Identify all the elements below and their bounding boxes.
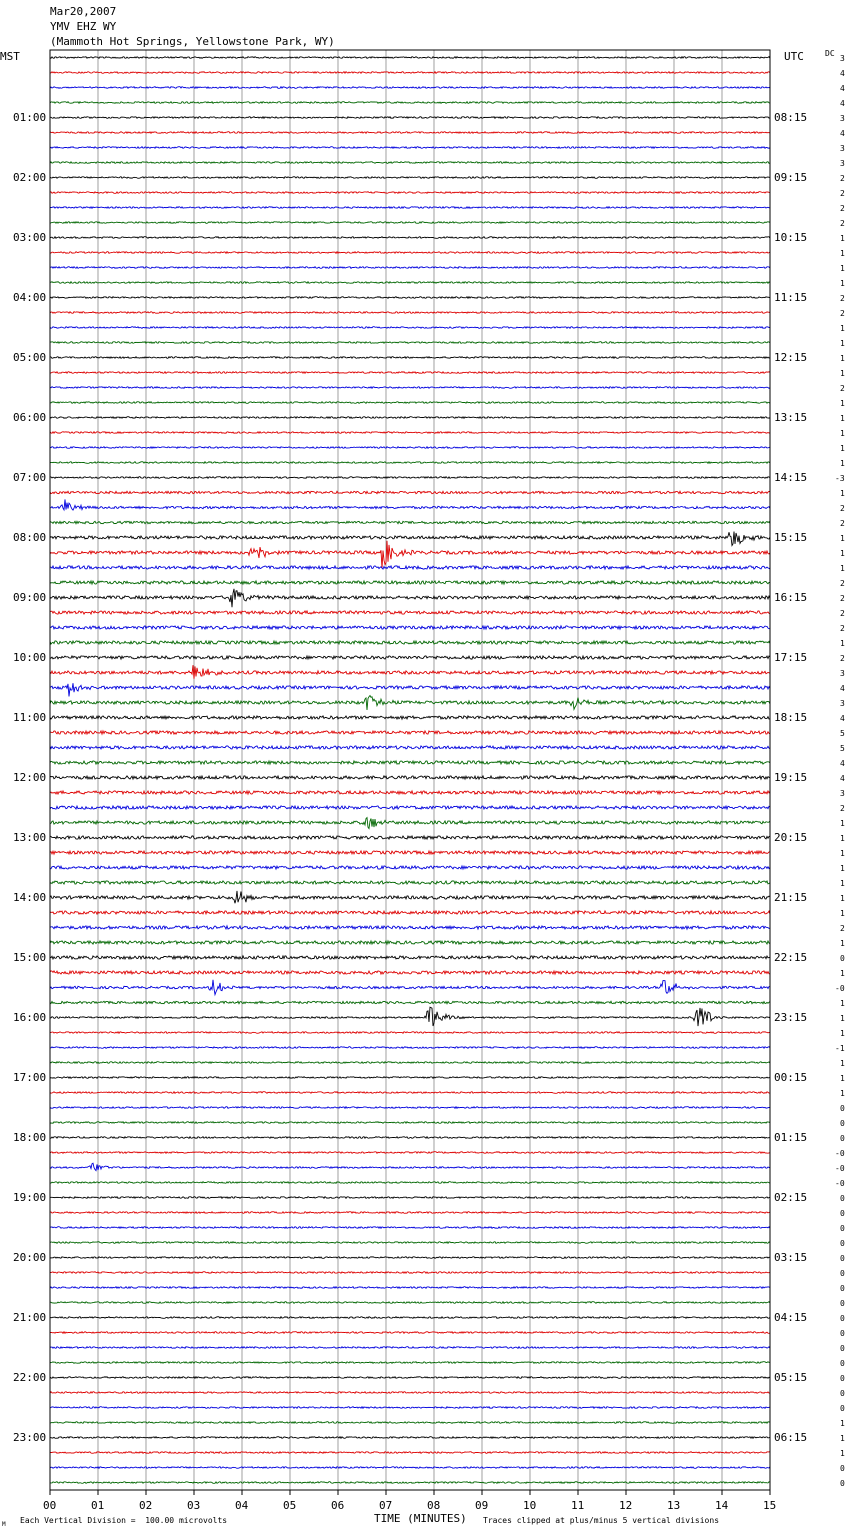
utc-hour-label: 12:15 [774, 350, 808, 364]
x-tick-label: 07 [379, 1499, 393, 1512]
dc-value: 0 [840, 1463, 845, 1473]
x-tick-label: 11 [571, 1499, 585, 1512]
seismic-trace [50, 1317, 770, 1319]
dc-value: 3 [840, 143, 845, 153]
seismic-trace [50, 1287, 770, 1289]
scale-note: Each Vertical Division = 100.00 microvolts [20, 1516, 228, 1525]
seismic-trace [50, 1437, 770, 1439]
mst-hour-label: 19:00 [13, 1190, 47, 1204]
seismic-trace [50, 1227, 770, 1229]
mst-hour-label: 04:00 [13, 290, 47, 304]
x-tick-label: 10 [523, 1499, 537, 1512]
seismic-trace [50, 911, 770, 914]
dc-value: 2 [840, 173, 845, 183]
seismic-trace [50, 1137, 770, 1139]
seismic-trace [50, 87, 770, 89]
mst-hour-label: 14:00 [13, 890, 47, 904]
dc-value: 4 [840, 683, 845, 693]
dc-value: 2 [840, 308, 845, 318]
dc-value: 1 [840, 863, 845, 873]
seismic-trace [50, 641, 770, 644]
seismic-trace [50, 222, 770, 224]
x-tick-label: 00 [43, 1499, 57, 1512]
utc-hour-label: 15:15 [774, 530, 808, 544]
dc-value: -0 [835, 1148, 845, 1158]
seismic-trace [50, 926, 770, 929]
seismic-trace [50, 282, 770, 284]
dc-value: 4 [840, 758, 845, 768]
seismic-trace [50, 132, 770, 134]
seismic-trace [50, 891, 770, 903]
mst-hour-label: 08:00 [13, 530, 47, 544]
seismic-trace [50, 297, 770, 299]
seismic-trace [50, 1077, 770, 1079]
x-tick-label: 04 [235, 1499, 249, 1512]
seismic-trace [50, 1107, 770, 1109]
dc-value: 5 [840, 743, 845, 753]
utc-hour-label: 14:15 [774, 470, 808, 484]
dc-value: 0 [840, 1223, 845, 1233]
dc-value: 2 [840, 203, 845, 213]
seismic-trace [50, 417, 770, 419]
seismic-trace [50, 1257, 770, 1259]
dc-value: 0 [840, 1268, 845, 1278]
x-tick-label: 08 [427, 1499, 441, 1512]
seismic-trace [50, 881, 770, 884]
mst-hour-label: 17:00 [13, 1070, 47, 1084]
dc-column-title: DC [825, 49, 835, 58]
seismic-trace [50, 1152, 770, 1154]
dc-value: 2 [840, 578, 845, 588]
seismic-trace [50, 147, 770, 149]
dc-value: 1 [840, 1058, 845, 1068]
seismic-trace [50, 72, 770, 74]
dc-value: 1 [840, 488, 845, 498]
seismic-trace [50, 956, 770, 959]
seismic-trace [50, 357, 770, 359]
utc-hour-label: 05:15 [774, 1370, 808, 1384]
mst-hour-label: 01:00 [13, 110, 47, 124]
seismic-trace [50, 57, 770, 59]
dc-value: 0 [840, 1208, 845, 1218]
seismic-traces [50, 57, 770, 1484]
seismic-trace [50, 541, 770, 569]
utc-hour-label: 13:15 [774, 410, 808, 424]
seismic-trace [50, 746, 770, 749]
dc-value: 0 [840, 1373, 845, 1383]
corner-mark: M [2, 1521, 6, 1528]
seismic-trace [50, 1122, 770, 1124]
utc-hour-label: 01:15 [774, 1130, 808, 1144]
dc-value: 2 [840, 503, 845, 513]
seismic-trace [50, 1362, 770, 1364]
dc-value: 4 [840, 773, 845, 783]
x-tick-label: 09 [475, 1499, 489, 1512]
dc-value: 1 [840, 428, 845, 438]
dc-value: 4 [840, 98, 845, 108]
dc-value: 1 [840, 998, 845, 1008]
dc-value: -3 [835, 473, 845, 483]
dc-value: 1 [840, 338, 845, 348]
seismic-trace [50, 776, 770, 779]
dc-value: 1 [840, 1028, 845, 1038]
seismic-trace [50, 1242, 770, 1244]
dc-value: 1 [840, 278, 845, 288]
seismic-trace [50, 432, 770, 434]
seismic-trace [50, 1302, 770, 1304]
mst-hour-label: 13:00 [13, 830, 47, 844]
utc-hour-label: 10:15 [774, 230, 808, 244]
seismic-trace [50, 237, 770, 239]
dc-value: 1 [840, 1418, 845, 1428]
seismic-trace [50, 327, 770, 329]
seismic-trace [50, 372, 770, 374]
seismic-trace [50, 971, 770, 974]
dc-value: 1 [840, 1088, 845, 1098]
dc-value: 2 [840, 803, 845, 813]
station-location: (Mammoth Hot Springs, Yellowstone Park, WY) [50, 35, 335, 48]
utc-hour-label: 21:15 [774, 890, 808, 904]
mst-hour-label: 22:00 [13, 1370, 47, 1384]
seismic-trace [50, 1212, 770, 1214]
seismic-trace [50, 1092, 770, 1094]
dc-value: 3 [840, 698, 845, 708]
mst-hour-label: 16:00 [13, 1010, 47, 1024]
dc-value: -1 [835, 1043, 845, 1053]
station-code: YMV EHZ WY [50, 20, 117, 33]
dc-value: 2 [840, 623, 845, 633]
seismic-trace [50, 851, 770, 854]
seismic-trace [50, 447, 770, 449]
dc-value: 1 [840, 848, 845, 858]
dc-value: 1 [840, 353, 845, 363]
seismic-trace [50, 611, 770, 614]
utc-hour-label: 20:15 [774, 830, 808, 844]
utc-hour-label: 17:15 [774, 650, 808, 664]
seismic-trace [50, 1272, 770, 1274]
dc-value: 3 [840, 668, 845, 678]
seismic-trace [50, 117, 770, 119]
dc-value: 4 [840, 83, 845, 93]
mst-hour-label: 20:00 [13, 1250, 47, 1264]
dc-value: 3 [840, 788, 845, 798]
plot-frame [50, 50, 770, 1490]
x-tick-label: 03 [187, 1499, 201, 1512]
time-gridlines [50, 50, 770, 1490]
utc-hour-label: 22:15 [774, 950, 808, 964]
seismic-trace [50, 1032, 770, 1034]
dc-value: 4 [840, 128, 845, 138]
x-tick-label: 02 [139, 1499, 153, 1512]
dc-value: 1 [840, 263, 845, 273]
dc-value: 1 [840, 908, 845, 918]
dc-value: 3 [840, 158, 845, 168]
mst-hour-label: 10:00 [13, 650, 47, 664]
mst-axis-title: MST [0, 50, 20, 63]
dc-value: 3 [840, 113, 845, 123]
dc-value: 1 [840, 323, 845, 333]
dc-value: 0 [840, 1238, 845, 1248]
mst-hour-label: 09:00 [13, 590, 47, 604]
dc-value: 0 [840, 1298, 845, 1308]
dc-value: 2 [840, 383, 845, 393]
dc-value: 1 [840, 1013, 845, 1023]
dc-value: 2 [840, 518, 845, 528]
seismic-trace [50, 252, 770, 254]
seismic-trace [50, 192, 770, 194]
seismic-trace [50, 162, 770, 164]
dc-value: 0 [840, 1388, 845, 1398]
dc-value: 1 [840, 413, 845, 423]
utc-hour-label: 23:15 [774, 1010, 808, 1024]
dc-value: 4 [840, 68, 845, 78]
seismic-trace [50, 402, 770, 404]
utc-hour-label: 00:15 [774, 1070, 808, 1084]
dc-value: 4 [840, 713, 845, 723]
utc-hour-label: 18:15 [774, 710, 808, 724]
dc-value: 1 [840, 398, 845, 408]
seismic-trace [50, 866, 770, 869]
dc-value: 1 [840, 1073, 845, 1083]
seismic-trace [50, 102, 770, 104]
seismic-trace [50, 761, 770, 764]
dc-value: 0 [840, 1283, 845, 1293]
seismic-trace [50, 1001, 770, 1003]
dc-value: 0 [840, 1403, 845, 1413]
utc-hour-label: 04:15 [774, 1310, 808, 1324]
dc-value: 1 [840, 458, 845, 468]
dc-value: 1 [840, 233, 845, 243]
seismic-trace [50, 683, 770, 696]
utc-hour-label: 16:15 [774, 590, 808, 604]
seismic-trace [50, 1452, 770, 1454]
mst-hour-label: 03:00 [13, 230, 47, 244]
dc-value: 0 [840, 1328, 845, 1338]
utc-axis-title: UTC [784, 50, 804, 63]
mst-hour-label: 18:00 [13, 1130, 47, 1144]
mst-hour-label: 02:00 [13, 170, 47, 184]
seismic-trace [50, 1062, 770, 1064]
dc-value: 0 [840, 1358, 845, 1368]
seismic-trace [50, 312, 770, 314]
seismic-trace [50, 581, 770, 584]
mst-hour-label: 07:00 [13, 470, 47, 484]
dc-value: 2 [840, 188, 845, 198]
dc-value: 1 [840, 533, 845, 543]
x-tick-label: 12 [619, 1499, 633, 1512]
seismic-trace [50, 716, 770, 719]
mst-hour-label: 15:00 [13, 950, 47, 964]
seismic-trace [50, 1377, 770, 1379]
dc-value: 1 [840, 1433, 845, 1443]
x-tick-label: 06 [331, 1499, 345, 1512]
dc-value: 1 [840, 443, 845, 453]
x-tick-label: 15 [763, 1499, 777, 1512]
seismic-trace [50, 665, 770, 679]
dc-value: 1 [840, 638, 845, 648]
x-axis-ticks [50, 1490, 770, 1495]
seismic-trace [50, 532, 770, 546]
x-axis-label: TIME (MINUTES) [374, 1512, 467, 1525]
dc-value: 0 [840, 1253, 845, 1263]
seismic-trace [50, 941, 770, 944]
x-tick-label: 13 [667, 1499, 681, 1512]
utc-hour-label: 06:15 [774, 1430, 808, 1444]
seismic-trace [50, 1182, 770, 1184]
seismic-trace [50, 791, 770, 794]
record-date: Mar20,2007 [50, 5, 117, 18]
dc-value: 0 [840, 953, 845, 963]
seismic-trace [50, 626, 770, 629]
seismic-trace [50, 207, 770, 209]
seismic-trace [50, 656, 770, 659]
utc-hour-label: 11:15 [774, 290, 808, 304]
seismic-trace [50, 387, 770, 389]
dc-value: 3 [840, 53, 845, 63]
seismic-trace [50, 1197, 770, 1199]
dc-value: 1 [840, 368, 845, 378]
mst-hour-label: 12:00 [13, 770, 47, 784]
seismic-trace [50, 731, 770, 734]
seismic-trace [50, 1007, 770, 1026]
x-tick-label: 01 [91, 1499, 105, 1512]
utc-hour-label: 19:15 [774, 770, 808, 784]
x-tick-label: 14 [715, 1499, 729, 1512]
seismic-trace [50, 836, 770, 839]
mst-hour-label: 05:00 [13, 350, 47, 364]
seismic-trace [50, 566, 770, 569]
utc-hour-label: 02:15 [774, 1190, 808, 1204]
dc-value: 1 [840, 1448, 845, 1458]
dc-value: 2 [840, 218, 845, 228]
seismic-trace [50, 462, 770, 464]
dc-value: 2 [840, 293, 845, 303]
dc-value: 1 [840, 818, 845, 828]
dc-value: 2 [840, 593, 845, 603]
seismic-trace [50, 1407, 770, 1409]
clip-note: Traces clipped at plus/minus 5 vertical divisions [483, 1516, 720, 1525]
utc-hour-label: 08:15 [774, 110, 808, 124]
mst-hour-label: 11:00 [13, 710, 47, 724]
seismic-trace [50, 1332, 770, 1334]
dc-value: 1 [840, 938, 845, 948]
seismic-trace [50, 1392, 770, 1394]
seismic-trace [50, 1347, 770, 1349]
dc-value: 0 [840, 1103, 845, 1113]
seismic-trace [50, 342, 770, 344]
dc-value: 2 [840, 608, 845, 618]
mst-hour-label: 23:00 [13, 1430, 47, 1444]
dc-value: -0 [835, 1163, 845, 1173]
seismic-trace [50, 980, 770, 995]
mst-hour-label: 06:00 [13, 410, 47, 424]
dc-value: 1 [840, 833, 845, 843]
dc-value: 0 [840, 1313, 845, 1323]
seismic-trace [50, 1482, 770, 1484]
dc-value: 2 [840, 653, 845, 663]
dc-value: -0 [835, 1178, 845, 1188]
dc-value: 1 [840, 248, 845, 258]
seismic-trace [50, 1422, 770, 1424]
mst-hour-label: 21:00 [13, 1310, 47, 1324]
dc-value: 0 [840, 1343, 845, 1353]
seismic-trace [50, 477, 770, 479]
dc-value: 1 [840, 968, 845, 978]
dc-value: 1 [840, 548, 845, 558]
dc-value: 1 [840, 893, 845, 903]
dc-value: 0 [840, 1478, 845, 1488]
seismic-trace [50, 806, 770, 809]
seismic-trace [50, 589, 770, 607]
seismic-trace [50, 1047, 770, 1049]
dc-value: 2 [840, 923, 845, 933]
seismic-trace [50, 818, 770, 829]
seismic-trace [50, 499, 770, 510]
x-tick-label: 05 [283, 1499, 297, 1512]
dc-value: 0 [840, 1118, 845, 1128]
dc-value: 1 [840, 878, 845, 888]
seismic-trace [50, 696, 770, 711]
utc-hour-label: 03:15 [774, 1250, 808, 1264]
seismic-trace [50, 267, 770, 269]
utc-hour-label: 09:15 [774, 170, 808, 184]
dc-value: 1 [840, 563, 845, 573]
seismic-trace [50, 1163, 770, 1170]
dc-value: 0 [840, 1193, 845, 1203]
seismic-trace [50, 177, 770, 179]
dc-value: 0 [840, 1133, 845, 1143]
seismic-trace [50, 521, 770, 523]
seismic-trace [50, 491, 770, 493]
dc-value: 5 [840, 728, 845, 738]
seismic-trace [50, 1467, 770, 1469]
dc-value: -0 [835, 983, 845, 993]
